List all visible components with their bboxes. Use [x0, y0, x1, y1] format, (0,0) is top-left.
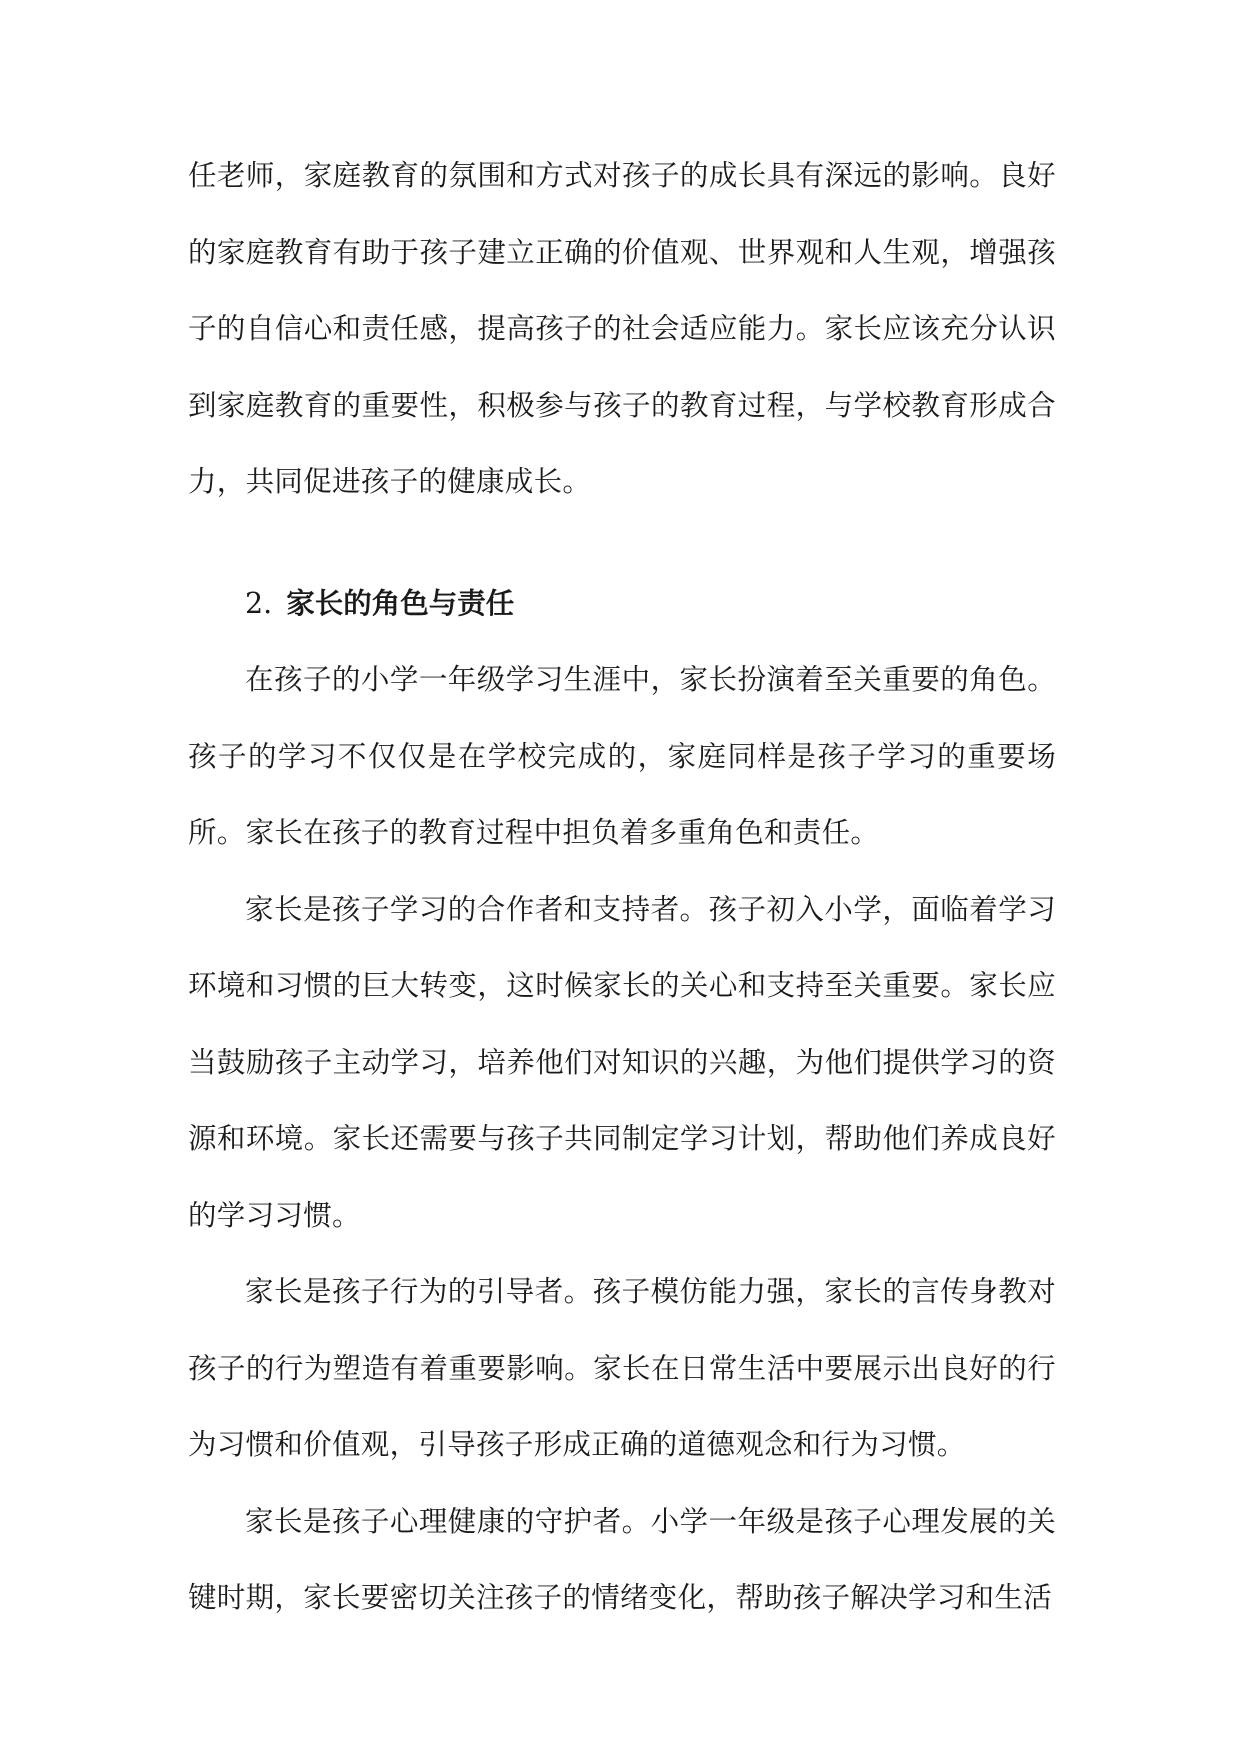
section-number: 2.	[245, 586, 273, 620]
body-paragraph: 家长是孩子心理健康的守护者。小学一年级是孩子心理发展的关键时期，家长要密切关注孩子的情绪变化，帮助孩子解决学习和生活	[188, 1504, 1056, 1614]
body-paragraph: 任老师，家庭教育的氛围和方式对孩子的成长具有深远的影响。良好的家庭教育有助于孩子建立正确的价值观、世界观和人生观，增强孩子的自信心和责任感，提高孩子的社会适应能力。家长应该充分认识到家庭教育的重要性，积极参与孩子的教育过程，与学校教育形成合力，共同促进孩子的健康成长。	[188, 159, 1056, 498]
section-heading	[188, 566, 1056, 643]
section-title: 家长的角色与责任	[286, 586, 515, 620]
body-paragraph: 在孩子的小学一年级学习生涯中，家长扮演着至关重要的角色。孩子的学习不仅仅是在学校完成的，家庭同样是孩子学习的重要场所。家长在孩子的教育过程中担负着多重角色和责任。	[188, 663, 1056, 849]
body-paragraph: 家长是孩子行为的引导者。孩子模仿能力强，家长的言传身教对孩子的行为塑造有着重要影响。家长在日常生活中要展示出良好的行为习惯和价值观，引导孩子形成正确的道德观念和行为习惯。	[188, 1275, 1056, 1461]
page-content	[188, 138, 1056, 1637]
body-paragraph: 家长是孩子学习的合作者和支持者。孩子初入小学，面临着学习环境和习惯的巨大转变，这时候家长的关心和支持至关重要。家长应当鼓励孩子主动学习，培养他们对知识的兴趣，为他们提供学习的资源和环境。家长还需要与孩子共同制定学习计划，帮助他们养成良好的学习习惯。	[188, 892, 1056, 1232]
